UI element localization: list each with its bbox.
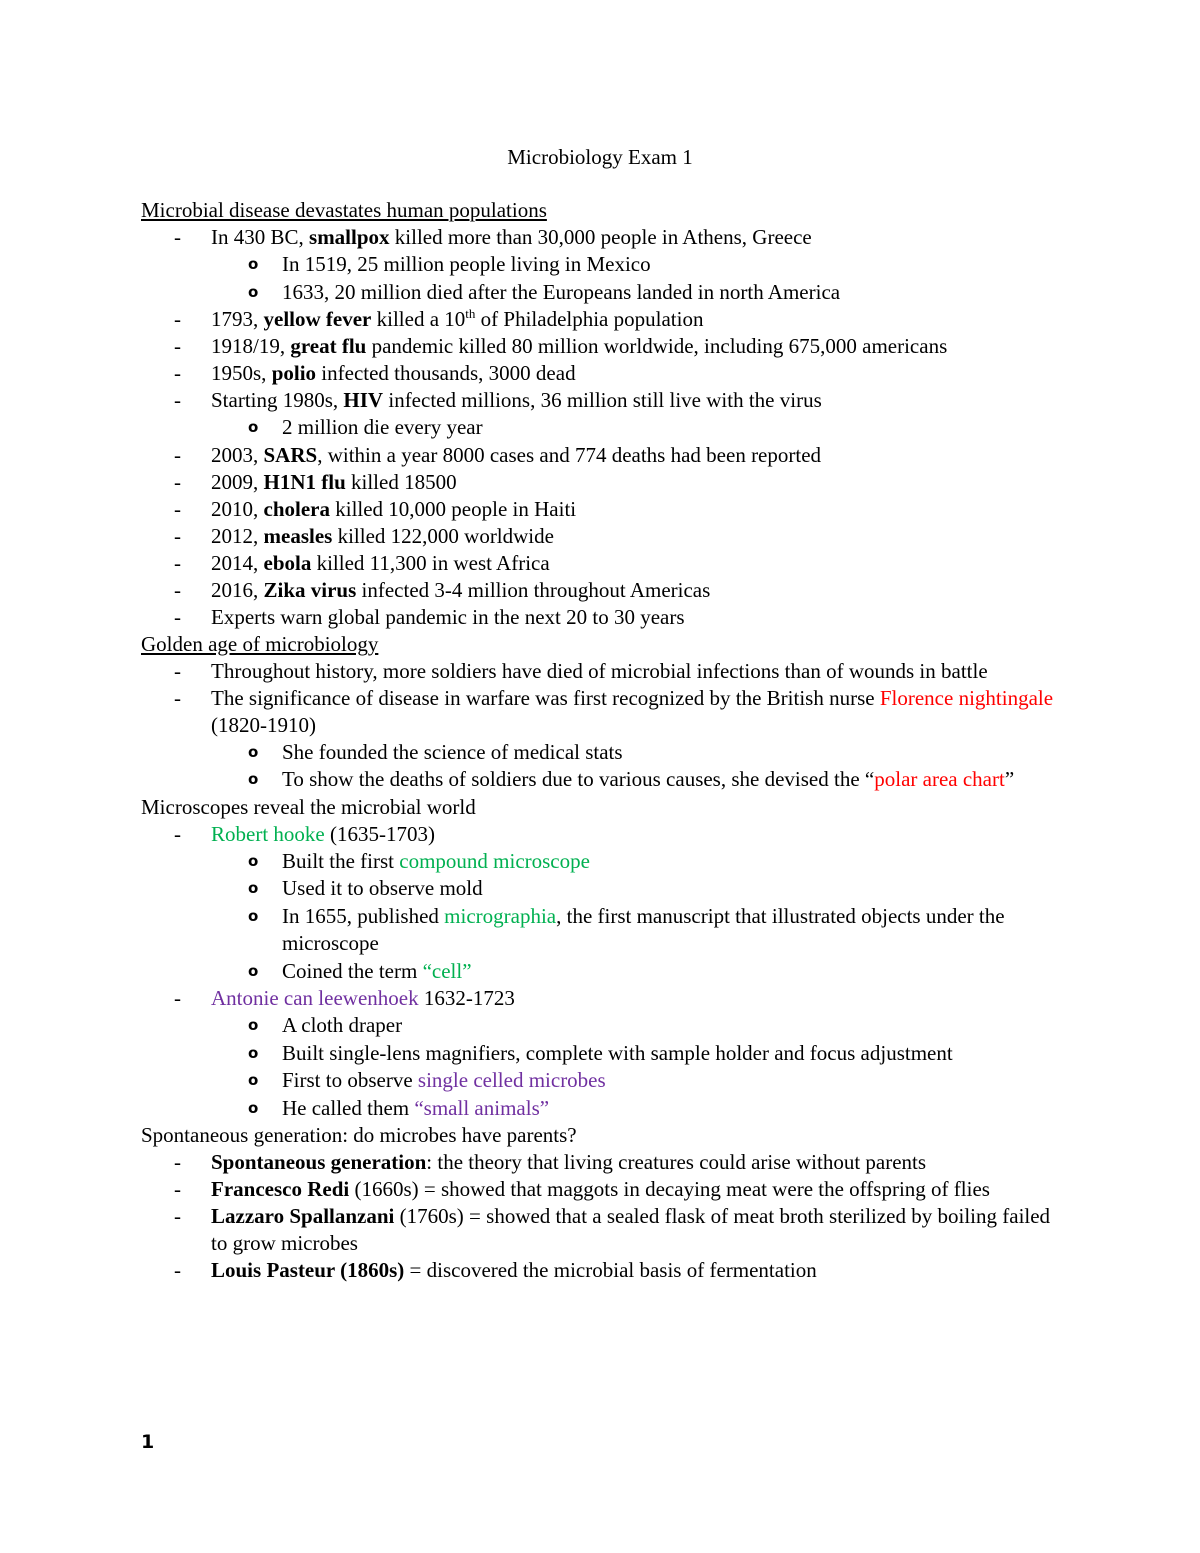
dash-marker: - — [174, 821, 181, 846]
section-heading-spontaneous-generation: Spontaneous generation: do microbes have parents? — [141, 1123, 577, 1147]
sub-list-item: o In 1519, 25 million people living in Mexico — [141, 251, 1071, 279]
dash-marker: - — [174, 334, 181, 358]
bullet-marker: o — [248, 742, 259, 761]
list-item: - 2014, ebola killed 11,300 in west Africa — [174, 550, 550, 575]
section-heading-golden-age: Golden age of microbiology — [141, 631, 379, 656]
dash-marker: - — [174, 469, 181, 494]
list-item: - 2012, measles killed 122,000 worldwide — [174, 523, 554, 548]
sub-list-item: o First to observe single celled microbes — [141, 1067, 1071, 1095]
list-item: - Antonie can leewenhoek 1632-1723 — [174, 986, 515, 1010]
dash-marker: - — [174, 1204, 181, 1228]
dash-marker: - — [174, 1150, 181, 1174]
list-item: - Experts warn global pandemic in the next 20 to 30 years — [174, 604, 685, 629]
page-title: Microbiology Exam 1 — [507, 145, 693, 169]
dash-marker: - — [174, 523, 181, 548]
dash-marker: - — [174, 307, 181, 331]
highlight-green: micrographia — [444, 903, 557, 928]
bullet-marker: o — [248, 418, 259, 436]
list-item: - Throughout history, more soldiers have died of microbial infections than of wounds in battle — [174, 658, 988, 683]
list-item: - In 430 BC, smallpox killed more than 30,000 people in Athens, Greece — [174, 225, 812, 249]
list-item: - 1918/19, great flu pandemic killed 80 million worldwide, including 675,000 americans — [174, 334, 948, 358]
dash-marker: - — [174, 658, 181, 683]
dash-marker: - — [174, 550, 181, 575]
section-list-microbial-disease — [141, 224, 1071, 631]
list-item: - Louis Pasteur (1860s) = discovered the microbial basis of fermentation — [174, 1258, 817, 1282]
dash-marker: - — [174, 1258, 181, 1282]
highlight-green: “cell” — [422, 958, 472, 983]
document-body — [141, 197, 1071, 1284]
bullet-marker: o — [248, 906, 259, 925]
section-list-microscopes — [141, 821, 1071, 1123]
page-number: 1 — [141, 1431, 155, 1453]
sub-list-item: o In 1655, published micrographia, the first manuscript that illustrated objects under the microscope — [248, 903, 1005, 955]
bullet-marker: o — [248, 1098, 259, 1117]
sub-list-item: o 2 million die every year — [141, 414, 1071, 442]
dash-marker: - — [174, 1177, 181, 1201]
dash-marker: - — [174, 442, 181, 467]
list-item: - The significance of disease in warfare was first recognized by the British nurse Florence nightingale (1820-1910) — [174, 685, 1054, 737]
highlight-purple: single celled microbes — [417, 1068, 606, 1092]
list-item: - 2009, H1N1 flu killed 18500 — [174, 469, 457, 494]
list-item: - Starting 1980s, HIV infected millions, 36 million still live with the virus — [174, 388, 822, 412]
sub-list-item: o Used it to observe mold — [141, 875, 1071, 903]
sub-list-item: o A cloth draper — [141, 1012, 1071, 1040]
bullet-marker: o — [248, 1071, 259, 1089]
bullet-marker: o — [248, 1016, 259, 1034]
highlight-purple: “small animals” — [414, 1095, 550, 1120]
bullet-marker: o — [248, 961, 259, 980]
sub-list-item: o Built the first compound microscope — [141, 848, 1071, 876]
bullet-marker: o — [248, 1043, 259, 1062]
highlight-green: Robert hooke — [211, 821, 325, 846]
bullet-marker: o — [248, 879, 259, 897]
sub-list-item: o To show the deaths of soldiers due to various causes, she devised the “polar area chart” — [141, 766, 1071, 794]
highlight-purple: Antonie can leewenhoek — [211, 986, 419, 1010]
dash-marker: - — [174, 604, 181, 629]
sub-list-item: o Built single-lens magnifiers, complete with sample holder and focus adjustment — [141, 1040, 1071, 1068]
list-item: - Lazzaro Spallanzani (1760s) = showed that a sealed flask of meat broth sterilized by boiling failed to grow microbes — [174, 1204, 1051, 1255]
bullet-marker: o — [248, 255, 259, 273]
highlight-green: compound microscope — [399, 848, 590, 873]
sub-list-item: o Coined the term “cell” — [141, 958, 1071, 986]
list-item: - 1950s, polio infected thousands, 3000 dead — [174, 361, 576, 385]
highlight-red: polar area chart — [874, 767, 1005, 791]
dash-marker: - — [174, 986, 181, 1010]
section-heading-microbial-disease: Microbial disease devastates human populations — [141, 198, 547, 222]
dash-marker: - — [174, 225, 181, 249]
list-item: - 2003, SARS, within a year 8000 cases and 774 deaths had been reported — [174, 442, 822, 467]
section-list-golden-age — [141, 658, 1071, 794]
highlight-red: Florence nightingale — [879, 685, 1054, 710]
list-item: - Robert hooke (1635-1703) — [174, 821, 435, 846]
list-item: - Francesco Redi (1660s) = showed that maggots in decaying meat were the offspring of flies — [174, 1177, 990, 1201]
list-item: - Spontaneous generation: the theory that living creatures could arise without parents — [174, 1150, 927, 1174]
dash-marker: - — [174, 496, 181, 521]
list-item: - 2016, Zika virus infected 3-4 million throughout Americas — [174, 577, 711, 602]
sub-list-item: o He called them “small animals” — [141, 1095, 1071, 1123]
sub-list-item: o She founded the science of medical stats — [141, 739, 1071, 767]
sub-list-item: o 1633, 20 million died after the Europeans landed in north America — [141, 279, 1071, 307]
bullet-marker: o — [248, 282, 259, 301]
dash-marker: - — [174, 577, 181, 602]
dash-marker: - — [174, 361, 181, 385]
dash-marker: - — [174, 685, 181, 710]
dash-marker: - — [174, 388, 181, 412]
bullet-marker: o — [248, 851, 259, 870]
section-heading-microscopes: Microscopes reveal the microbial world — [141, 794, 476, 819]
bullet-marker: o — [248, 770, 259, 788]
list-item: - 1793, yellow fever killed a 10th of Philadelphia population — [174, 306, 704, 331]
list-item: - 2010, cholera killed 10,000 people in Haiti — [174, 496, 577, 521]
section-list-spontaneous-generation — [141, 1149, 1071, 1284]
